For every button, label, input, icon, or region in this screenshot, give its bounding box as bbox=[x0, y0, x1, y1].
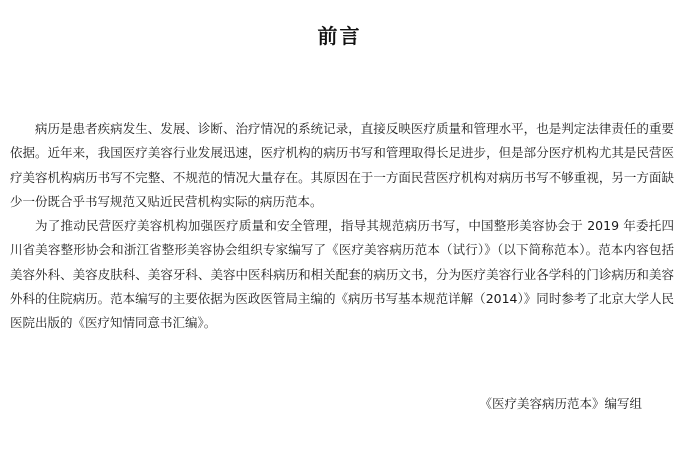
paragraph-2: 为了推动民营医疗美容机构加强医疗质量和安全管理，指导其规范病历书写，中国整形美容协会于 2019 年委托四川省美容整形协会和浙江省整形美容协会组织专家编写了《医疗美容病历范本（试行）》（以下简称范本）。范本内容包括美容外科、美容皮肤科、美容牙科、美容中医科病历和相关配套的病历文书，分为医疗美容行业各学科的门诊病历和美容外科的住院病历。范本编写的主要依据为医政医管局主编的《病历书写基本规范详解（2014）》同时参考了北京大学人民医院出版的《医疗知情同意书汇编》。 bbox=[10, 218, 674, 331]
author-signature: 《医疗美容病历范本》编写组 bbox=[479, 396, 642, 411]
document-body bbox=[10, 117, 674, 336]
paragraph-1: 病历是患者疾病发生、发展、诊断、治疗情况的系统记录，直接反映医疗质量和管理水平，也是判定法律责任的重要依据。近年来，我国医疗美容行业发展迅速，医疗机构的病历书写和管理取得长足进步，但是部分医疗机构尤其是民营医疗美容机构病历书写不完整、不规范的情况大量存在。其原因在于一方面民营医疗机构对病历书写不够重视，另一方面缺少一份既合乎书写规范又贴近民营机构实际的病历范本。 bbox=[10, 121, 674, 209]
page-title: 前言 bbox=[317, 24, 362, 48]
